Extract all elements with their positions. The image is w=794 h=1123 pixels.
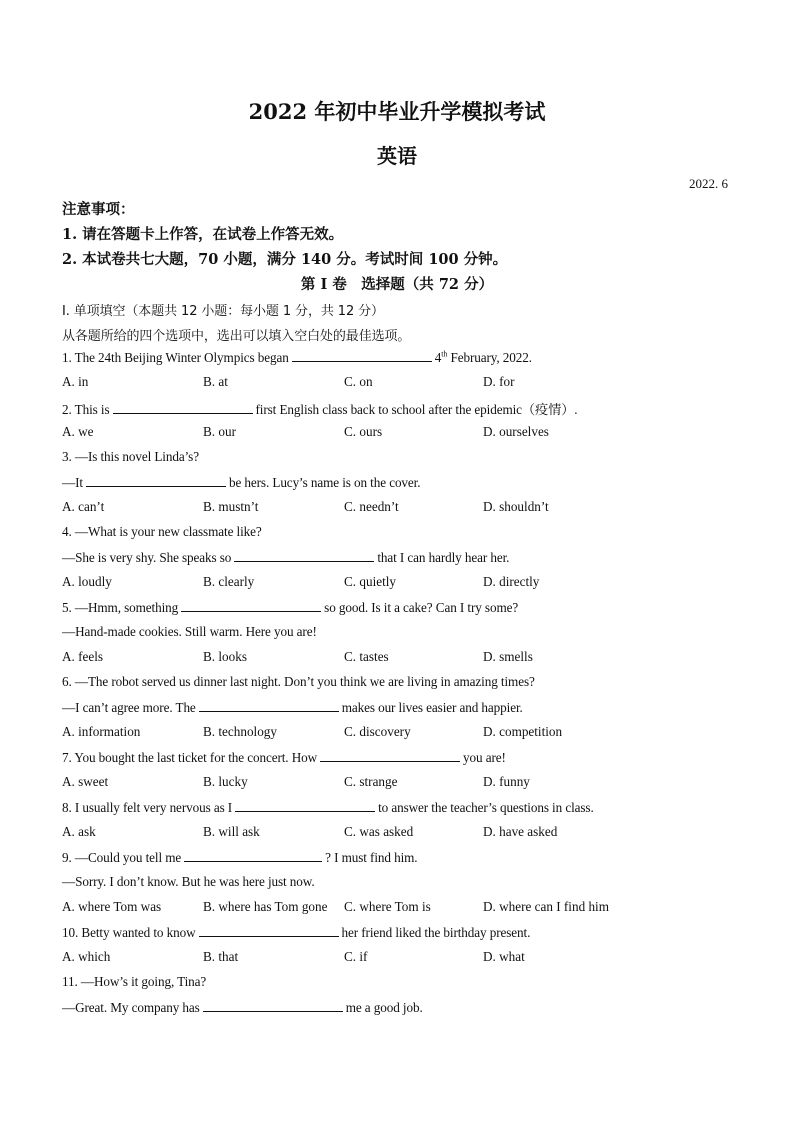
notice-item-2: 2. 本试卷共七大题，70 小题，满分 140 分。考试时间 100 分钟。 xyxy=(62,251,508,268)
part-heading: I. 单项填空（本题共 12 小题：每小题 1 分，共 12 分） xyxy=(62,304,384,319)
option-a: A. ask xyxy=(62,824,96,839)
question-9 xyxy=(62,849,418,866)
question-4-text: —She is very shy. She speaks so xyxy=(62,550,232,565)
answer-blank xyxy=(184,849,322,862)
question-6 xyxy=(62,699,523,716)
question-9-text: 9. —Could you tell me xyxy=(62,850,182,865)
question-4-line-1: 4. —What is your new classmate like? xyxy=(62,524,262,539)
question-5 xyxy=(62,599,518,616)
part-instruction: 从各题所给的四个选项中，选出可以填入空白处的最佳选项。 xyxy=(62,329,411,344)
option-b: B. that xyxy=(203,949,239,964)
question-11-text: —Great. My company has xyxy=(62,1000,200,1015)
question-2-text-after: first English class back to school after the epidemic（疫情）. xyxy=(255,402,578,417)
question-1-text: 1. The 24th Beijing Winter Olympics began xyxy=(62,350,289,365)
option-b: B. at xyxy=(203,374,228,389)
answer-blank xyxy=(181,599,321,612)
option-c: C. was asked xyxy=(344,824,414,839)
option-a: A. which xyxy=(62,949,111,964)
notice-heading: 注意事项： xyxy=(62,201,135,218)
option-c: C. ours xyxy=(344,424,383,439)
option-b: B. lucky xyxy=(203,774,248,789)
question-2-text: 2. This is xyxy=(62,402,110,417)
answer-blank xyxy=(113,401,253,414)
option-b: B. will ask xyxy=(203,824,260,839)
question-1-day: 4 xyxy=(434,350,442,365)
option-b: B. looks xyxy=(203,649,247,664)
answer-blank xyxy=(292,349,432,362)
option-c: C. discovery xyxy=(344,724,411,739)
option-d: D. funny xyxy=(483,774,530,789)
exam-title: 2022 年初中毕业升学模拟考试 xyxy=(248,99,546,124)
exam-subject: 英语 xyxy=(377,144,417,168)
question-1 xyxy=(62,349,532,366)
option-d: D. competition xyxy=(483,724,563,739)
answer-blank xyxy=(235,799,375,812)
option-b: B. clearly xyxy=(203,574,255,589)
option-d: D. what xyxy=(483,949,525,964)
option-a: A. feels xyxy=(62,649,104,664)
question-5-line-2: —Hand-made cookies. Still warm. Here you are! xyxy=(62,624,317,639)
option-c: C. on xyxy=(344,374,373,389)
answer-blank xyxy=(199,699,339,712)
option-a: A. information xyxy=(62,724,141,739)
option-c: C. strange xyxy=(344,774,398,789)
question-10 xyxy=(62,924,530,941)
option-a: A. sweet xyxy=(62,774,109,789)
option-c: C. where Tom is xyxy=(344,899,431,914)
question-6-line-1: 6. —The robot served us dinner last night. Don’t you think we are living in amazing times? xyxy=(62,674,535,689)
question-1-text-after: February, 2022. xyxy=(447,350,532,365)
question-1-ordinal: th xyxy=(441,349,448,359)
option-c: C. quietly xyxy=(344,574,397,589)
option-b: B. where has Tom gone xyxy=(203,899,328,914)
question-6-text: —I can’t agree more. The xyxy=(62,700,196,715)
section-title: 第 I 卷 选择题（共 72 分） xyxy=(300,276,494,293)
option-b: B. technology xyxy=(203,724,277,739)
option-d: D. smells xyxy=(483,649,533,664)
question-8 xyxy=(62,799,594,816)
question-10-text: 10. Betty wanted to know xyxy=(62,925,196,940)
question-3-line-1: 3. —Is this novel Linda’s? xyxy=(62,449,199,464)
question-11 xyxy=(62,999,423,1016)
option-c: C. tastes xyxy=(344,649,389,664)
notice-item-1: 1. 请在答题卡上作答，在试卷上作答无效。 xyxy=(62,226,344,243)
question-5-text: 5. —Hmm, something xyxy=(62,600,179,615)
option-d: D. shouldn’t xyxy=(483,499,549,514)
question-4-text-after: that I can hardly hear her. xyxy=(377,550,510,565)
option-d: D. for xyxy=(483,374,515,389)
question-11-text-after: me a good job. xyxy=(345,1000,423,1015)
question-9-text-after: ? I must find him. xyxy=(325,850,418,865)
question-7-text-after: you are! xyxy=(463,750,506,765)
question-5-text-after: so good. Is it a cake? Can I try some? xyxy=(324,600,519,615)
question-8-text: 8. I usually felt very nervous as I xyxy=(62,800,233,815)
option-d: D. ourselves xyxy=(483,424,549,439)
option-d: D. where can I find him xyxy=(483,899,609,914)
option-b: B. mustn’t xyxy=(203,499,259,514)
question-3-text: —It xyxy=(62,475,83,490)
question-3 xyxy=(62,474,420,491)
question-3-text-after: be hers. Lucy’s name is on the cover. xyxy=(228,475,421,490)
question-9-line-2: —Sorry. I don’t know. But he was here just now. xyxy=(62,874,315,889)
answer-blank xyxy=(234,549,374,562)
option-d: D. have asked xyxy=(483,824,558,839)
option-c: C. needn’t xyxy=(344,499,399,514)
question-11-line-1: 11. —How’s it going, Tina? xyxy=(62,974,207,989)
question-8-text-after: to answer the teacher’s questions in class. xyxy=(378,800,594,815)
option-a: A. can’t xyxy=(62,499,105,514)
question-7 xyxy=(62,749,506,766)
answer-blank xyxy=(199,924,339,937)
question-7-text: 7. You bought the last ticket for the concert. How xyxy=(62,750,318,765)
answer-blank xyxy=(86,474,226,487)
option-a: A. we xyxy=(62,424,94,439)
option-a: A. loudly xyxy=(62,574,112,589)
option-d: D. directly xyxy=(483,574,540,589)
answer-blank xyxy=(320,749,460,762)
option-a: A. where Tom was xyxy=(62,899,162,914)
question-6-text-after: makes our lives easier and happier. xyxy=(341,700,523,715)
option-b: B. our xyxy=(203,424,236,439)
exam-date: 2022. 6 xyxy=(689,176,728,191)
option-a: A. in xyxy=(62,374,89,389)
option-c: C. if xyxy=(344,949,368,964)
question-10-text-after: her friend liked the birthday present. xyxy=(341,925,531,940)
answer-blank xyxy=(203,999,343,1012)
question-4 xyxy=(62,549,509,566)
question-2 xyxy=(62,399,577,418)
